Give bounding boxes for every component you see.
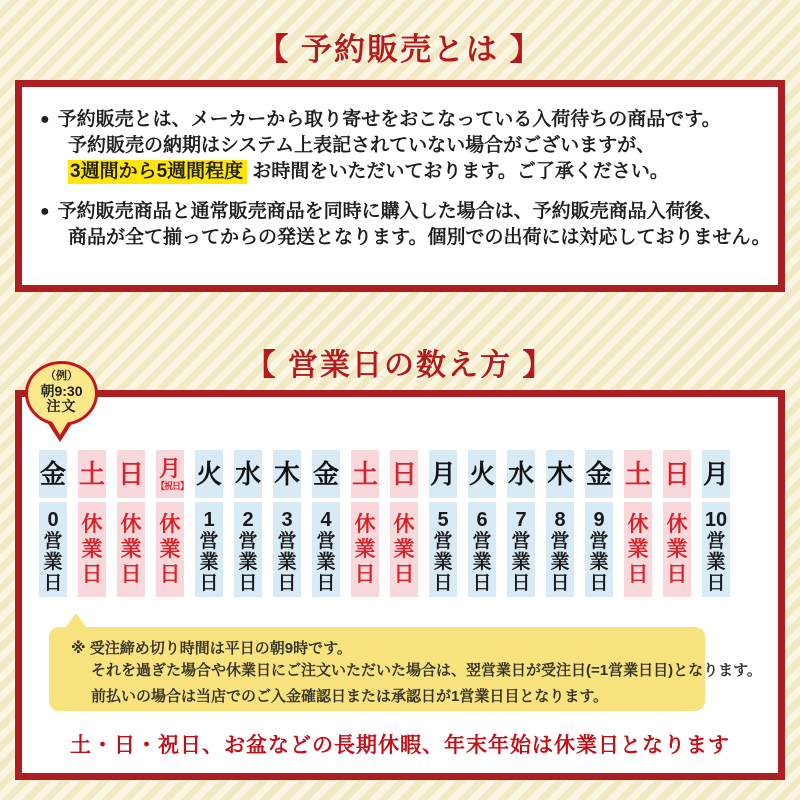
calendar-column [351, 450, 379, 597]
day-cell [234, 450, 262, 498]
vertical-char: 営 [316, 531, 336, 552]
day-label: 木 [546, 459, 573, 489]
calendar-column [585, 450, 613, 597]
text-line: 予約販売の納期はシステム上表記されていない場合がございますが、 [68, 135, 656, 156]
day-label: 金 [312, 459, 339, 489]
vertical-char: 営 [589, 531, 609, 552]
calendar-column [78, 450, 106, 597]
highlighted-leadtime-text: 3週間から5週間程度 [68, 160, 247, 184]
vertical-char: 6 [476, 509, 488, 531]
closed-day-cell [351, 502, 379, 597]
vertical-char: 営 [706, 531, 726, 552]
vertical-char: 業 [589, 552, 609, 573]
vertical-char: 日 [511, 573, 531, 594]
calendar-column [273, 450, 301, 597]
vertical-char: 日 [238, 573, 258, 594]
day-cell [312, 450, 340, 498]
vertical-char: 日 [627, 563, 649, 586]
business-day-count-cell [39, 502, 67, 597]
vertical-char: 10 [704, 509, 728, 531]
bubble-line-3: 注文 [46, 398, 77, 414]
vertical-char: 業 [550, 552, 570, 573]
day-cell [429, 450, 457, 498]
day-label: 土 [351, 459, 378, 489]
vertical-char: 業 [277, 552, 297, 573]
bubble-tail-icon [51, 420, 69, 435]
vertical-char: 日 [666, 563, 688, 586]
day-label: 金 [585, 459, 612, 489]
day-cell [663, 450, 691, 498]
bubble-line-1: （例） [45, 370, 78, 382]
vertical-char: 日 [159, 563, 181, 586]
business-day-count-cell [468, 502, 496, 597]
day-cell [468, 450, 496, 498]
vertical-char: 日 [81, 563, 103, 586]
note-line-1: ※ 受注締め切り時間は平日の朝9時です。 [71, 640, 352, 657]
holiday-notice-footer: 土・日・祝日、お盆などの長期休暇、年末年始は休業日となります [70, 734, 730, 757]
vertical-char: 0 [47, 509, 59, 531]
day-label: 日 [117, 459, 144, 489]
day-label: 水 [507, 459, 534, 489]
business-day-count-cell [429, 502, 457, 597]
note-pointer-icon [65, 613, 87, 628]
vertical-char: 営 [433, 531, 453, 552]
text-line-content: 予約販売とは、メーカーから取り寄せをおこなっている入荷待ちの商品です。 [57, 109, 721, 130]
day-label: 月 [702, 459, 729, 489]
vertical-char: 業 [316, 552, 336, 573]
calendar-column [234, 450, 262, 597]
business-day-count-cell [507, 502, 535, 597]
day-cell [624, 450, 652, 498]
business-days-box [15, 390, 785, 780]
note-line-2: それを過ぎた場合や休業日にご注文いただいた場合は、翌営業日が受注日(=1営業日目)となります。 [91, 662, 762, 679]
vertical-char: 日 [393, 563, 415, 586]
text-line-content: 予約販売商品と通常販売商品を同時に購入した場合は、予約販売商品入荷後、 [57, 201, 723, 222]
vertical-char: 日 [706, 573, 726, 594]
vertical-char: 日 [277, 573, 297, 594]
day-cell [546, 450, 574, 498]
day-label: 火 [468, 459, 495, 489]
vertical-char: 休 [81, 513, 103, 536]
vertical-char: 業 [354, 538, 376, 561]
day-cell [273, 450, 301, 498]
closed-day-cell [156, 502, 184, 597]
preorder-info-box [15, 80, 785, 292]
note-line-3: 前払いの場合は当店でのご入金確認日または承認日が1営業日目となります。 [91, 688, 609, 705]
day-cell [390, 450, 418, 498]
calendar-column [312, 450, 340, 597]
day-label: 木 [273, 459, 300, 489]
vertical-char: 休 [393, 513, 415, 536]
vertical-char: 日 [316, 573, 336, 594]
vertical-char: 業 [393, 538, 415, 561]
vertical-char: 1 [203, 509, 215, 531]
vertical-char: 日 [433, 573, 453, 594]
business-days-calendar [39, 450, 730, 597]
vertical-char: 業 [81, 538, 103, 561]
vertical-char: 3 [281, 509, 293, 531]
vertical-char: 営 [277, 531, 297, 552]
day-cell [702, 450, 730, 498]
vertical-char: 業 [43, 552, 63, 573]
vertical-char: 休 [666, 513, 688, 536]
day-label: 土 [78, 459, 105, 489]
closed-day-cell [117, 502, 145, 597]
holiday-note-label: 【祝日】 [156, 480, 189, 491]
calendar-column [702, 450, 730, 597]
vertical-char: 日 [550, 573, 570, 594]
example-order-bubble [25, 361, 98, 426]
day-label: 土 [624, 459, 651, 489]
calendar-column [156, 450, 189, 597]
text-line [40, 199, 760, 225]
vertical-char: 業 [120, 538, 142, 561]
vertical-char: 営 [199, 531, 219, 552]
vertical-char: 日 [472, 573, 492, 594]
day-label: 火 [195, 459, 222, 489]
day-label: 日 [390, 459, 417, 489]
day-cell [585, 450, 613, 498]
vertical-char: 業 [433, 552, 453, 573]
vertical-char: 9 [593, 509, 605, 531]
closed-day-cell [390, 502, 418, 597]
business-day-count-cell [546, 502, 574, 597]
vertical-char: 業 [627, 538, 649, 561]
vertical-char: 業 [706, 552, 726, 573]
vertical-char: 日 [120, 563, 142, 586]
vertical-char: 日 [354, 563, 376, 586]
day-label: 月 [158, 455, 181, 481]
vertical-char: 業 [511, 552, 531, 573]
vertical-char: 営 [472, 531, 492, 552]
text-line: 商品が全て揃ってからの発送となります。個別での出荷には対応しておりません。 [68, 227, 771, 248]
business-day-count-cell [702, 502, 730, 597]
calendar-column [624, 450, 652, 597]
bullet-icon: ● [40, 203, 50, 220]
vertical-char: 休 [120, 513, 142, 536]
preorder-section-title: 【 予約販売とは 】 [257, 32, 543, 67]
day-cell [39, 450, 67, 498]
calendar-column [195, 450, 223, 597]
business-days-section-title: 【 営業日の数え方 】 [245, 349, 555, 382]
vertical-char: 業 [199, 552, 219, 573]
vertical-char: 5 [437, 509, 449, 531]
text-line-content: お時間をいただいております。ご了承ください。 [247, 161, 669, 182]
vertical-char: 営 [550, 531, 570, 552]
business-day-count-cell [273, 502, 301, 597]
text-line [40, 107, 760, 133]
vertical-char: 休 [354, 513, 376, 536]
vertical-char: 営 [238, 531, 258, 552]
note-box [49, 627, 762, 711]
vertical-char: 休 [627, 513, 649, 536]
vertical-char: 8 [554, 509, 566, 531]
vertical-char: 日 [43, 573, 63, 594]
calendar-column [507, 450, 535, 597]
note-marker: ※ [71, 640, 86, 657]
vertical-char: 日 [589, 573, 609, 594]
closed-day-cell [663, 502, 691, 597]
day-label: 金 [39, 459, 66, 489]
vertical-char: 日 [199, 573, 219, 594]
preorder-paragraph-1 [40, 107, 760, 185]
day-cell [195, 450, 223, 498]
business-day-count-cell [234, 502, 262, 597]
day-cell [507, 450, 535, 498]
bullet-icon: ● [40, 111, 50, 128]
day-cell [78, 450, 106, 498]
business-day-count-cell [585, 502, 613, 597]
day-cell [117, 450, 145, 498]
calendar-column [468, 450, 496, 597]
vertical-char: 4 [320, 509, 332, 531]
business-day-count-cell [312, 502, 340, 597]
vertical-char: 業 [472, 552, 492, 573]
vertical-char: 業 [666, 538, 688, 561]
day-label: 月 [429, 459, 456, 489]
calendar-column [117, 450, 145, 597]
vertical-char: 営 [511, 531, 531, 552]
bubble-line-2: 朝9:30 [40, 383, 83, 399]
closed-day-cell [624, 502, 652, 597]
vertical-char: 業 [238, 552, 258, 573]
vertical-char: 業 [159, 538, 181, 561]
business-day-count-cell [195, 502, 223, 597]
day-label: 日 [663, 459, 690, 489]
day-cell [156, 450, 189, 498]
day-label: 水 [234, 459, 261, 489]
preorder-paragraph-2 [40, 199, 771, 251]
text-line [68, 159, 760, 185]
vertical-char: 営 [43, 531, 63, 552]
closed-day-cell [78, 502, 106, 597]
calendar-column [546, 450, 574, 597]
vertical-char: 2 [242, 509, 254, 531]
calendar-column [39, 450, 67, 597]
calendar-column [390, 450, 418, 597]
day-cell [351, 450, 379, 498]
calendar-column [429, 450, 457, 597]
vertical-char: 休 [159, 513, 181, 536]
calendar-column [663, 450, 691, 597]
vertical-char: 7 [515, 509, 527, 531]
